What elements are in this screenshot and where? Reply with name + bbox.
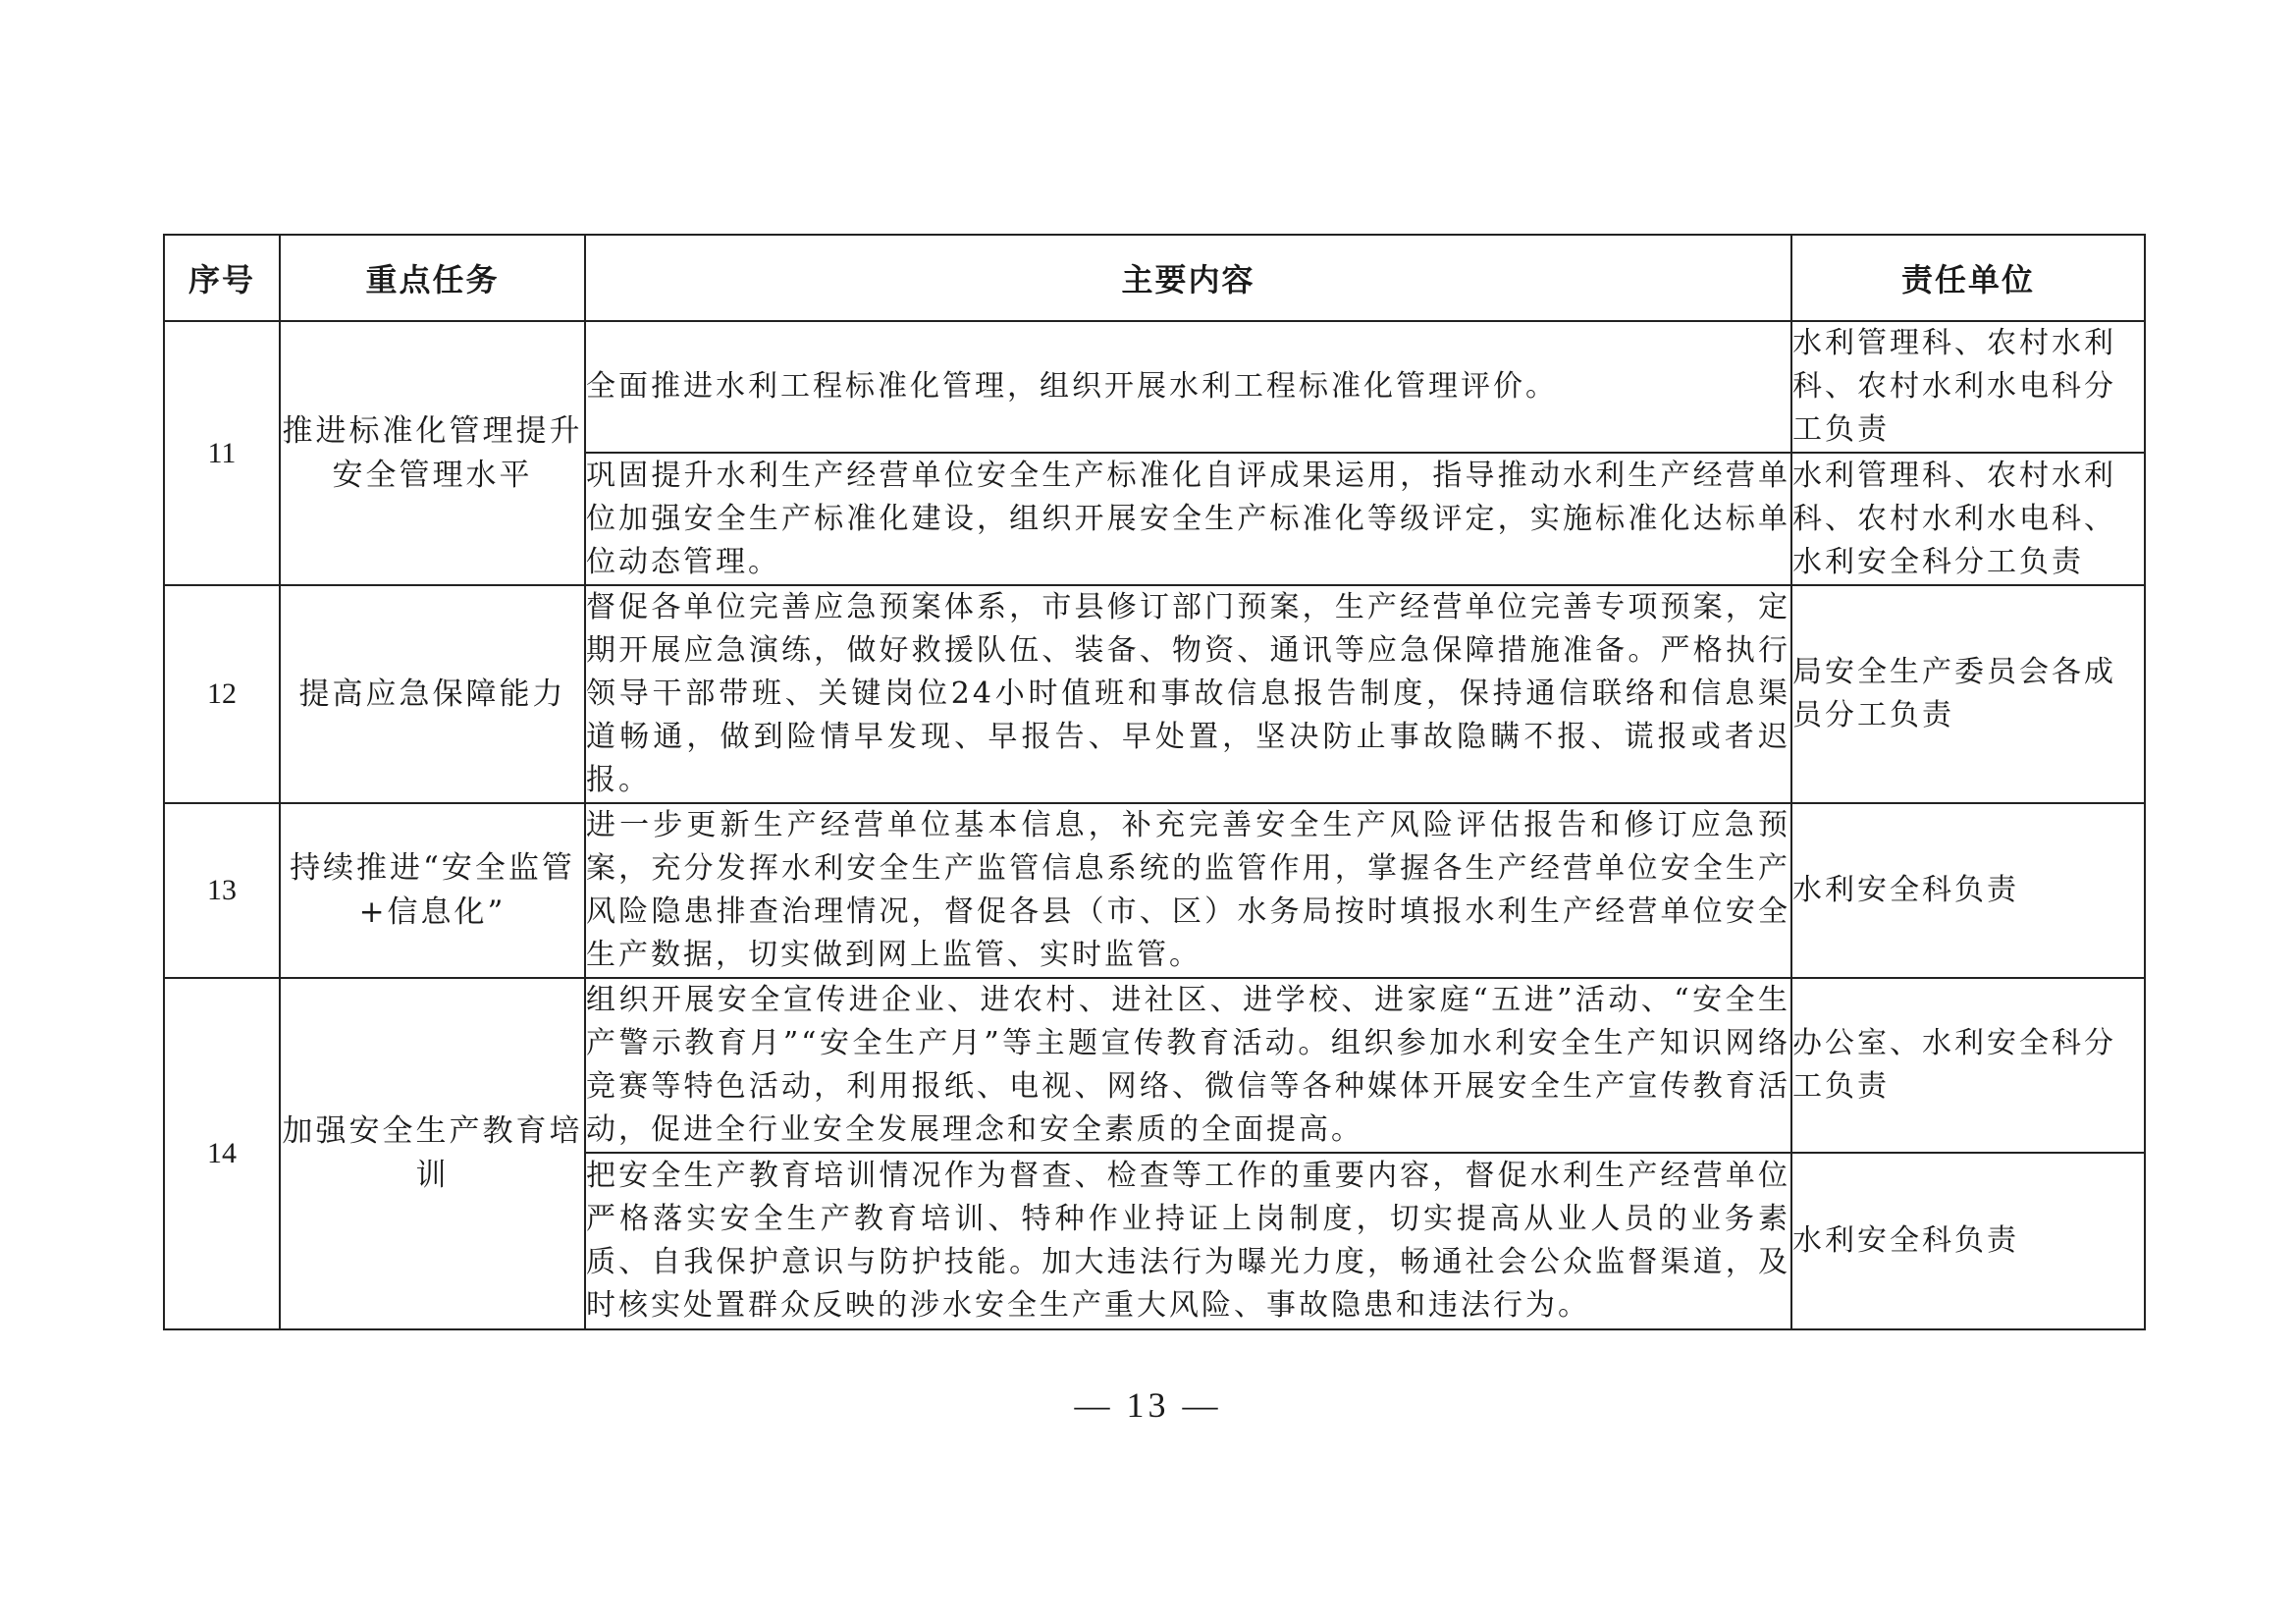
table-row <box>164 321 2145 453</box>
row-seq: 14 <box>164 978 280 1329</box>
row-unit: 水利管理科、农村水利科、农村水利水电科分工负责 <box>1791 321 2145 453</box>
header-unit: 责任单位 <box>1791 235 2145 321</box>
row-unit: 局安全生产委员会各成员分工负责 <box>1791 585 2145 803</box>
row-seq: 12 <box>164 585 280 803</box>
table-row <box>164 803 2145 978</box>
row-content: 组织开展安全宣传进企业、进农村、进社区、进学校、进家庭“五进”活动、“安全生产警示教育月”“安全生产月”等主题宣传教育活动。组织参加水利安全生产知识网络竞赛等特色活动，利用报纸、电视、网络、微信等各种媒体开展安全生产宣传教育活动，促进全行业安全发展理念和安全素质的全面提高。 <box>585 978 1791 1153</box>
row-task: 推进标准化管理提升安全管理水平 <box>280 321 585 585</box>
row-unit: 水利安全科负责 <box>1791 803 2145 978</box>
row-task: 持续推进“安全监管+信息化” <box>280 803 585 978</box>
row-seq: 11 <box>164 321 280 585</box>
task-table <box>163 234 2146 1330</box>
row-content: 把安全生产教育培训情况作为督查、检查等工作的重要内容，督促水利生产经营单位严格落实安全生产教育培训、特种作业持证上岗制度，切实提高从业人员的业务素质、自我保护意识与防护技能。加大违法行为曝光力度，畅通社会公众监督渠道，及时核实处置群众反映的涉水安全生产重大风险、事故隐患和违法行为。 <box>585 1153 1791 1329</box>
table-header-row <box>164 235 2145 321</box>
header-seq: 序号 <box>164 235 280 321</box>
page-number: — 13 — <box>1074 1385 1222 1425</box>
row-unit: 水利安全科负责 <box>1791 1153 2145 1329</box>
row-seq: 13 <box>164 803 280 978</box>
row-content: 督促各单位完善应急预案体系，市县修订部门预案，生产经营单位完善专项预案，定期开展应急演练，做好救援队伍、装备、物资、通讯等应急保障措施准备。严格执行领导干部带班、关键岗位24小时值班和事故信息报告制度，保持通信联络和信息渠道畅通，做到险情早发现、早报告、早处置，坚决防止事故隐瞒不报、谎报或者迟报。 <box>585 585 1791 803</box>
row-content: 进一步更新生产经营单位基本信息，补充完善安全生产风险评估报告和修订应急预案，充分发挥水利安全生产监管信息系统的监管作用，掌握各生产经营单位安全生产风险隐患排查治理情况，督促各县（市、区）水务局按时填报水利生产经营单位安全生产数据，切实做到网上监管、实时监管。 <box>585 803 1791 978</box>
table-row <box>164 585 2145 803</box>
table-row <box>164 978 2145 1153</box>
header-task: 重点任务 <box>280 235 585 321</box>
row-task: 加强安全生产教育培训 <box>280 978 585 1329</box>
row-content: 巩固提升水利生产经营单位安全生产标准化自评成果运用，指导推动水利生产经营单位加强安全生产标准化建设，组织开展安全生产标准化等级评定，实施标准化达标单位动态管理。 <box>585 453 1791 585</box>
row-content: 全面推进水利工程标准化管理，组织开展水利工程标准化管理评价。 <box>585 321 1791 453</box>
row-unit: 水利管理科、农村水利科、农村水利水电科、水利安全科分工负责 <box>1791 453 2145 585</box>
header-content: 主要内容 <box>585 235 1791 321</box>
row-task: 提高应急保障能力 <box>280 585 585 803</box>
row-unit: 办公室、水利安全科分工负责 <box>1791 978 2145 1153</box>
